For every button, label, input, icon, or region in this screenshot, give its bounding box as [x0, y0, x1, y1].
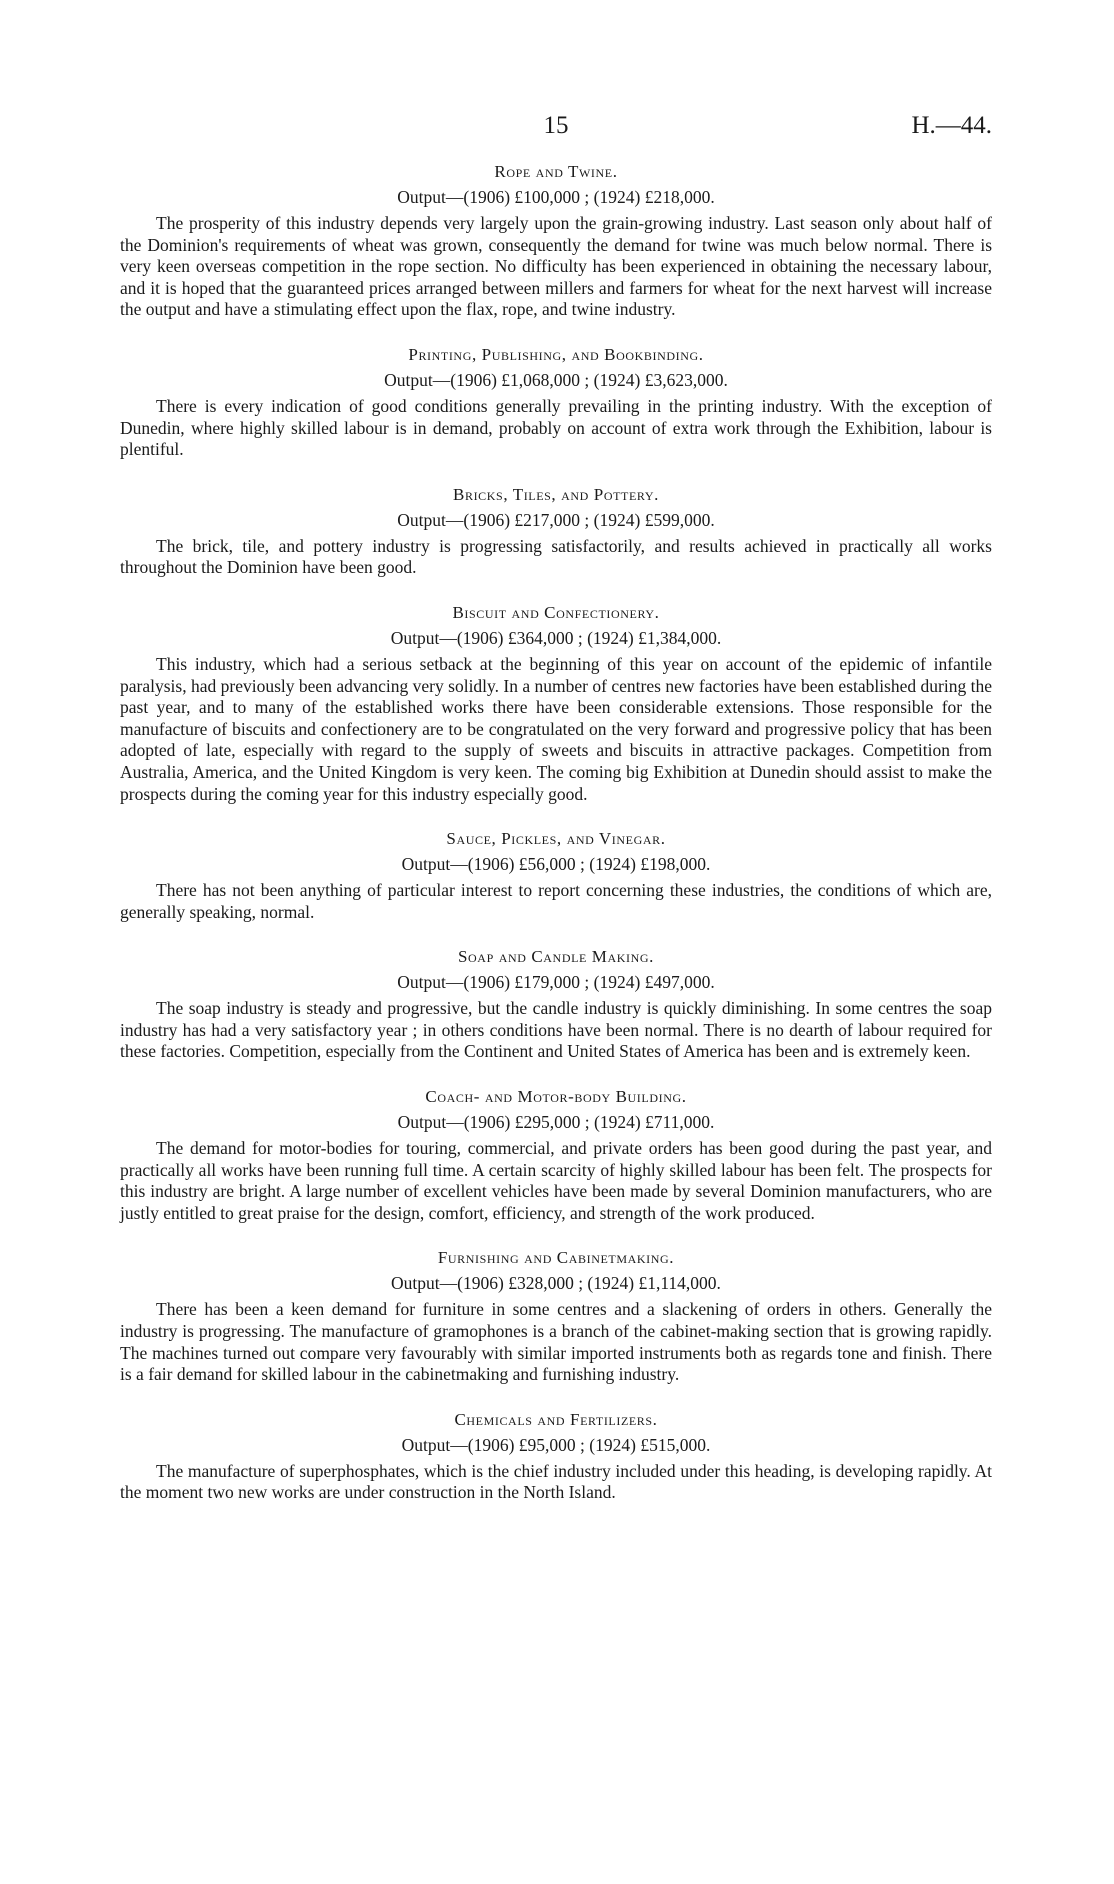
page-number: 15 — [543, 112, 569, 139]
section-heading: Furnishing and Cabinetmaking. — [437, 1248, 675, 1268]
section-paragraph: There has not been anything of particular interest to report concerning these industries, the conditions of which are, generally speaking, normal. — [120, 880, 992, 922]
section-bricks-tiles-pottery — [120, 483, 992, 579]
section-chemicals-fertilizers — [120, 1408, 992, 1504]
output-figures: Output—(1906) £364,000 ; (1924) £1,384,000. — [390, 627, 722, 648]
output-figures: Output—(1906) £56,000 ; (1924) £198,000. — [401, 854, 711, 875]
section-furnishing-cabinetmaking — [120, 1246, 992, 1385]
output-figures: Output—(1906) £1,068,000 ; (1924) £3,623,000. — [384, 369, 728, 390]
section-paragraph: The soap industry is steady and progressive, but the candle industry is quickly diminishing. In some centres the soap industry has had a very satisfactory year ; in others conditions have been normal. There is no dearth of labour required for these factories. Competition, especially from the Continent and United States of America has been and is extremely keen. — [120, 998, 992, 1062]
section-sauce-pickles-vinegar — [120, 827, 992, 923]
section-paragraph: There has been a keen demand for furniture in some centres and a slackening of orders in others. Generally the industry is progressing. The manufacture of gramophones is a branch of the cabinet-making section that is growing rapidly. The machines turned out compare very favourably with similar imported instruments both as regards tone and finish. There is a fair demand for skilled labour in the cabinetmaking and furnishing industry. — [120, 1299, 992, 1385]
section-rope-and-twine — [120, 160, 992, 321]
output-figures: Output—(1906) £328,000 ; (1924) £1,114,000. — [391, 1273, 721, 1294]
section-printing-publishing-bookbinding — [120, 343, 992, 461]
section-heading: Soap and Candle Making. — [457, 947, 655, 967]
section-heading: Biscuit and Confectionery. — [452, 602, 660, 622]
section-paragraph: The brick, tile, and pottery industry is progressing satisfactorily, and results achieved in practically all works throughout the Dominion have been good. — [120, 535, 992, 578]
section-heading: Printing, Publishing, and Bookbinding. — [408, 344, 704, 364]
output-figures: Output—(1906) £295,000 ; (1924) £711,000. — [397, 1112, 715, 1133]
section-soap-candle-making — [120, 945, 992, 1063]
output-figures: Output—(1906) £179,000 ; (1924) £497,000. — [397, 972, 715, 993]
section-heading: Coach- and Motor-body Building. — [425, 1087, 687, 1107]
section-paragraph: There is every indication of good conditions generally prevailing in the printing industry. With the exception of Dunedin, where highly skilled labour is in demand, probably on account of extra work through the Exhibition, labour is plentiful. — [120, 395, 992, 460]
page-content — [120, 160, 992, 1504]
section-heading: Rope and Twine. — [494, 162, 618, 181]
document-reference: H.—44. — [911, 112, 992, 139]
section-paragraph: The prosperity of this industry depends very largely upon the grain-growing industry. Last season only about half of the Dominion's requirements of wheat was grown, consequently the demand for twine was much below normal. There is very keen overseas competition in the rope section. No difficulty has been experienced in obtaining the necessary labour, and it is hoped that the guaranteed prices arranged between millers and farmers for wheat for the next harvest will increase the output and have a stimulating effect upon the flax, rope, and twine industry. — [120, 213, 992, 320]
output-figures: Output—(1906) £100,000 ; (1924) £218,000. — [397, 187, 715, 207]
section-paragraph: The manufacture of superphosphates, which is the chief industry included under this heading, is developing rapidly. At the moment two new works are under construction in the North Island. — [120, 1460, 992, 1503]
section-heading: Chemicals and Fertilizers. — [454, 1409, 658, 1429]
output-figures: Output—(1906) £217,000 ; (1924) £599,000. — [397, 509, 715, 530]
section-paragraph: This industry, which had a serious setback at the beginning of this year on account of the epidemic of infantile paralysis, had previously been advancing very solidly. In a number of centres new factories have been established during the past year, and to many of the established works there have been considerable extensions. Those responsible for the manufacture of biscuits and confectionery are to be congratulated on the very forward and progressive policy that has been adopted of late, especially with regard to the supply of sweets and biscuits in attractive packages. Competition from Australia, America, and the United Kingdom is very keen. The coming big Exhibition at Dunedin should assist to make the prospects during the coming year for this industry especially good. — [120, 653, 992, 804]
section-coach-motor-body-building — [120, 1085, 992, 1224]
page-header — [120, 112, 992, 152]
section-biscuit-confectionery — [120, 601, 992, 805]
section-heading: Sauce, Pickles, and Vinegar. — [446, 829, 666, 849]
output-figures: Output—(1906) £95,000 ; (1924) £515,000. — [401, 1434, 711, 1455]
section-paragraph: The demand for motor-bodies for touring, commercial, and private orders has been good during the past year, and practically all works have been running full time. A certain scarcity of highly skilled labour has been felt. The prospects for this industry are bright. A large number of excellent vehicles have been made by several Dominion manufacturers, who are justly entitled to great praise for the design, comfort, efficiency, and strength of the work produced. — [120, 1138, 992, 1223]
section-heading: Bricks, Tiles, and Pottery. — [453, 484, 659, 504]
